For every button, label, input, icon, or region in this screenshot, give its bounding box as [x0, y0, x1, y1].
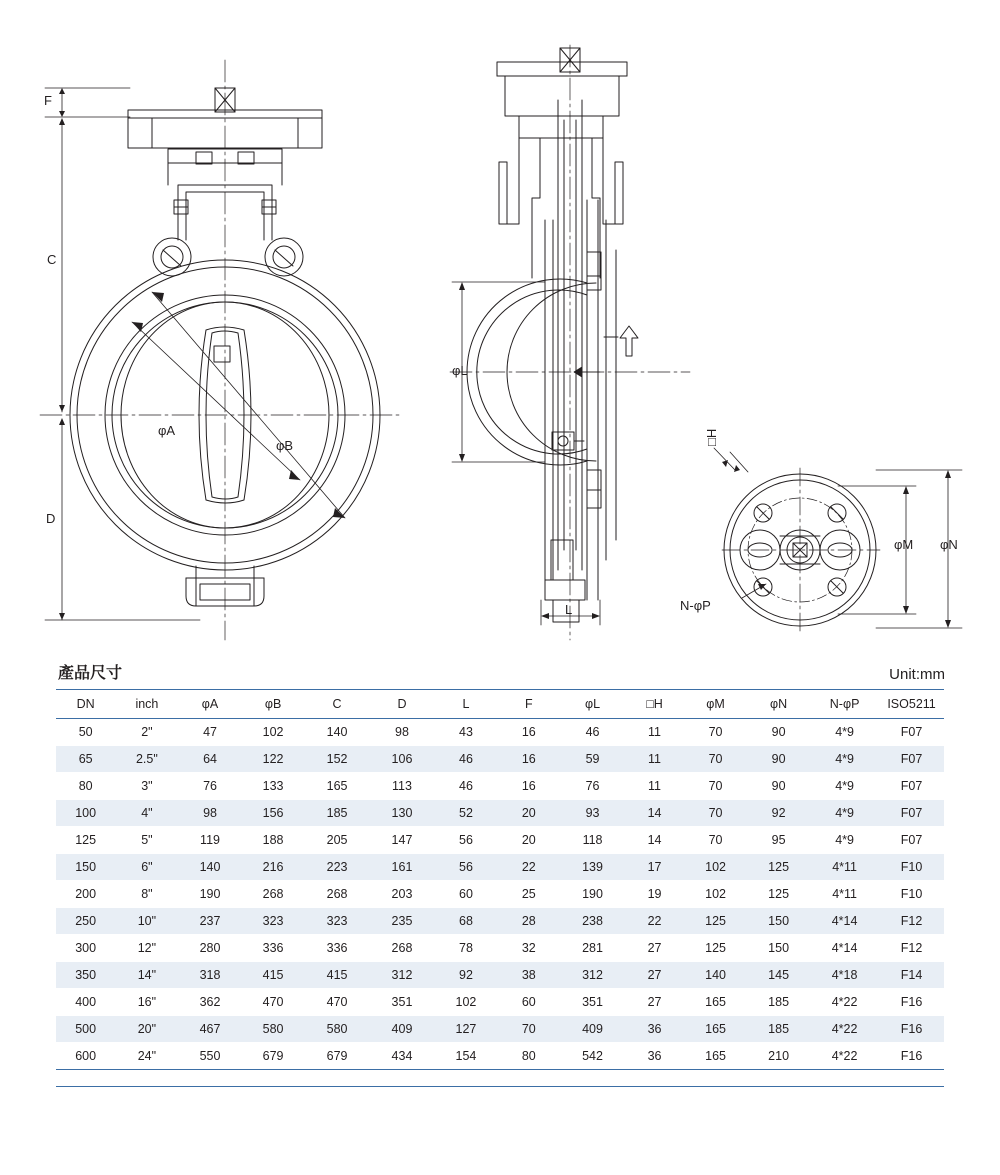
- table-cell: 154: [434, 1043, 497, 1070]
- table-column-header: □H: [625, 690, 684, 719]
- table-cell: 235: [370, 908, 435, 935]
- table-cell: 14: [625, 800, 684, 827]
- table-column-header: φM: [684, 690, 747, 719]
- table-row: [56, 989, 944, 1016]
- table-cell: 216: [242, 854, 305, 881]
- table-cell: 467: [179, 1016, 242, 1043]
- table-cell: 56: [434, 827, 497, 854]
- table-column-header: φL: [560, 690, 625, 719]
- table-cell: 50: [56, 719, 115, 746]
- table-cell: 70: [684, 800, 747, 827]
- table-row: [56, 1043, 944, 1070]
- table-cell: 70: [684, 827, 747, 854]
- dim-label-F: F: [44, 93, 52, 108]
- table-cell: 25: [497, 881, 560, 908]
- table-body: [56, 719, 944, 1070]
- table-cell: 3": [115, 773, 178, 800]
- table-cell: 336: [305, 935, 370, 962]
- table-cell: 580: [305, 1016, 370, 1043]
- table-cell: 76: [179, 773, 242, 800]
- dim-label-C: C: [47, 252, 57, 267]
- table-cell: F16: [879, 989, 944, 1016]
- table-column-header: φA: [179, 690, 242, 719]
- table-row: [56, 1016, 944, 1043]
- table-cell: 20: [497, 827, 560, 854]
- table-cell: 102: [434, 989, 497, 1016]
- dim-label-phiA: φA: [158, 423, 176, 438]
- table-cell: 679: [305, 1043, 370, 1070]
- dim-label-phiN: φN: [940, 537, 958, 552]
- table-cell: 165: [684, 1043, 747, 1070]
- table-cell: 92: [747, 800, 810, 827]
- dim-label-square-H: □H: [704, 428, 719, 446]
- table-cell: 102: [684, 854, 747, 881]
- table-row: [56, 773, 944, 800]
- table-cell: 16: [497, 719, 560, 746]
- table-cell: F12: [879, 935, 944, 962]
- table-cell: 4*22: [810, 1043, 879, 1070]
- table-cell: 22: [625, 908, 684, 935]
- table-cell: 46: [434, 746, 497, 773]
- table-cell: 43: [434, 719, 497, 746]
- table-cell: 28: [497, 908, 560, 935]
- table-cell: F07: [879, 773, 944, 800]
- table-cell: 80: [497, 1043, 560, 1070]
- table-cell: 98: [370, 719, 435, 746]
- table-cell: 11: [625, 719, 684, 746]
- table-cell: 6": [115, 854, 178, 881]
- table-cell: 200: [56, 881, 115, 908]
- table-cell: 4*9: [810, 719, 879, 746]
- table-row: [56, 908, 944, 935]
- table-cell: 127: [434, 1016, 497, 1043]
- table-cell: 20": [115, 1016, 178, 1043]
- table-cell: 24": [115, 1043, 178, 1070]
- table-cell: 223: [305, 854, 370, 881]
- table-cell: F07: [879, 746, 944, 773]
- table-cell: 600: [56, 1043, 115, 1070]
- table-cell: 95: [747, 827, 810, 854]
- table-cell: 268: [370, 935, 435, 962]
- table-cell: F12: [879, 908, 944, 935]
- table-cell: 2": [115, 719, 178, 746]
- table-cell: 400: [56, 989, 115, 1016]
- table-cell: 8": [115, 881, 178, 908]
- table-cell: 56: [434, 854, 497, 881]
- table-cell: 10": [115, 908, 178, 935]
- table-cell: 4*22: [810, 1016, 879, 1043]
- table-cell: 210: [747, 1043, 810, 1070]
- table-cell: 90: [747, 773, 810, 800]
- table-cell: 312: [560, 962, 625, 989]
- table-cell: 188: [242, 827, 305, 854]
- table-cell: 4*11: [810, 881, 879, 908]
- table-cell: 323: [242, 908, 305, 935]
- table-cell: 2.5": [115, 746, 178, 773]
- table-cell: 185: [305, 800, 370, 827]
- table-column-header: D: [370, 690, 435, 719]
- table-cell: F07: [879, 719, 944, 746]
- table-cell: 150: [747, 908, 810, 935]
- table-cell: 11: [625, 746, 684, 773]
- table-title: 產品尺寸: [58, 665, 123, 682]
- table-cell: 130: [370, 800, 435, 827]
- table-cell: 125: [684, 935, 747, 962]
- table-column-header: N-φP: [810, 690, 879, 719]
- table-cell: F10: [879, 854, 944, 881]
- table-cell: 19: [625, 881, 684, 908]
- table-cell: 4*18: [810, 962, 879, 989]
- table-head-row: [56, 690, 944, 719]
- table-cell: 27: [625, 962, 684, 989]
- table-cell: 470: [305, 989, 370, 1016]
- table-column-header: F: [497, 690, 560, 719]
- dim-label-phiL: φL: [452, 363, 468, 378]
- table-row: [56, 881, 944, 908]
- dim-label-D: D: [46, 511, 56, 526]
- table-header-row: [0, 660, 1000, 689]
- table-cell: 12": [115, 935, 178, 962]
- table-cell: 36: [625, 1043, 684, 1070]
- table-cell: F16: [879, 1043, 944, 1070]
- table-cell: 80: [56, 773, 115, 800]
- table-cell: 27: [625, 935, 684, 962]
- table-cell: F16: [879, 1016, 944, 1043]
- table-column-header: C: [305, 690, 370, 719]
- table-cell: 36: [625, 1016, 684, 1043]
- table-cell: 125: [684, 908, 747, 935]
- table-cell: 113: [370, 773, 435, 800]
- table-cell: F07: [879, 800, 944, 827]
- dim-label-N-phiP: N-φP: [680, 598, 711, 613]
- table-cell: 14": [115, 962, 178, 989]
- table-cell: 281: [560, 935, 625, 962]
- table-cell: 90: [747, 719, 810, 746]
- table-cell: 70: [684, 746, 747, 773]
- table-cell: 250: [56, 908, 115, 935]
- table-cell: 52: [434, 800, 497, 827]
- table-cell: 268: [305, 881, 370, 908]
- table-row: [56, 962, 944, 989]
- table-cell: 78: [434, 935, 497, 962]
- table-cell: 139: [560, 854, 625, 881]
- table-cell: 268: [242, 881, 305, 908]
- table-cell: 14: [625, 827, 684, 854]
- table-cell: 60: [434, 881, 497, 908]
- table-cell: 133: [242, 773, 305, 800]
- table-row: [56, 854, 944, 881]
- table-cell: 409: [370, 1016, 435, 1043]
- table-cell: 98: [179, 800, 242, 827]
- table-cell: 125: [747, 854, 810, 881]
- table-cell: 4*22: [810, 989, 879, 1016]
- dimensions-table-area: [0, 660, 1000, 1087]
- table-cell: 140: [305, 719, 370, 746]
- table-cell: 4*11: [810, 854, 879, 881]
- table-cell: 118: [560, 827, 625, 854]
- table-cell: 16: [497, 746, 560, 773]
- dimensions-table: [56, 689, 944, 1070]
- table-cell: 409: [560, 1016, 625, 1043]
- table-cell: 203: [370, 881, 435, 908]
- table-cell: 5": [115, 827, 178, 854]
- table-cell: 542: [560, 1043, 625, 1070]
- table-column-header: ISO5211: [879, 690, 944, 719]
- table-cell: 125: [747, 881, 810, 908]
- table-cell: 165: [684, 989, 747, 1016]
- table-cell: 70: [684, 719, 747, 746]
- table-cell: F10: [879, 881, 944, 908]
- table-cell: 190: [179, 881, 242, 908]
- table-cell: 100: [56, 800, 115, 827]
- table-cell: 470: [242, 989, 305, 1016]
- table-cell: 68: [434, 908, 497, 935]
- table-cell: 500: [56, 1016, 115, 1043]
- table-column-header: inch: [115, 690, 178, 719]
- table-cell: 165: [305, 773, 370, 800]
- table-cell: 4*9: [810, 773, 879, 800]
- table-cell: 415: [305, 962, 370, 989]
- table-cell: F07: [879, 827, 944, 854]
- table-cell: 165: [684, 1016, 747, 1043]
- table-cell: 351: [370, 989, 435, 1016]
- table-cell: 550: [179, 1043, 242, 1070]
- table-row: [56, 800, 944, 827]
- table-cell: 46: [434, 773, 497, 800]
- table-row: [56, 827, 944, 854]
- table-cell: 350: [56, 962, 115, 989]
- table-cell: 318: [179, 962, 242, 989]
- table-cell: 20: [497, 800, 560, 827]
- table-cell: 22: [497, 854, 560, 881]
- table-cell: 90: [747, 746, 810, 773]
- table-cell: 190: [560, 881, 625, 908]
- table-cell: 336: [242, 935, 305, 962]
- table-cell: 4*9: [810, 800, 879, 827]
- table-cell: 238: [560, 908, 625, 935]
- table-cell: 70: [684, 773, 747, 800]
- table-cell: 237: [179, 908, 242, 935]
- table-cell: 64: [179, 746, 242, 773]
- table-cell: 150: [56, 854, 115, 881]
- dim-label-L: L: [565, 602, 573, 617]
- table-cell: 70: [497, 1016, 560, 1043]
- table-cell: 38: [497, 962, 560, 989]
- table-cell: 46: [560, 719, 625, 746]
- table-cell: 119: [179, 827, 242, 854]
- table-cell: 4": [115, 800, 178, 827]
- table-cell: 93: [560, 800, 625, 827]
- table-cell: 150: [747, 935, 810, 962]
- table-cell: 92: [434, 962, 497, 989]
- table-cell: 47: [179, 719, 242, 746]
- table-cell: 312: [370, 962, 435, 989]
- table-cell: 140: [684, 962, 747, 989]
- table-column-header: L: [434, 690, 497, 719]
- table-cell: 147: [370, 827, 435, 854]
- table-cell: 156: [242, 800, 305, 827]
- table-cell: 185: [747, 989, 810, 1016]
- section-view: [450, 45, 690, 640]
- table-cell: 4*14: [810, 908, 879, 935]
- table-cell: 27: [625, 989, 684, 1016]
- table-cell: 16: [497, 773, 560, 800]
- table-cell: 65: [56, 746, 115, 773]
- table-cell: 102: [684, 881, 747, 908]
- table-cell: 102: [242, 719, 305, 746]
- table-cell: 4*9: [810, 827, 879, 854]
- table-cell: 362: [179, 989, 242, 1016]
- table-cell: 351: [560, 989, 625, 1016]
- dim-label-phiB: φB: [276, 438, 294, 453]
- table-bottom-rule: [56, 1086, 944, 1087]
- table-cell: F14: [879, 962, 944, 989]
- table-cell: 415: [242, 962, 305, 989]
- table-cell: 60: [497, 989, 560, 1016]
- table-cell: 76: [560, 773, 625, 800]
- table-cell: 16": [115, 989, 178, 1016]
- table-cell: 4*9: [810, 746, 879, 773]
- table-column-header: φN: [747, 690, 810, 719]
- table-cell: 185: [747, 1016, 810, 1043]
- table-cell: 145: [747, 962, 810, 989]
- table-row: [56, 746, 944, 773]
- table-cell: 125: [56, 827, 115, 854]
- table-cell: 323: [305, 908, 370, 935]
- table-cell: 205: [305, 827, 370, 854]
- dim-label-phiM: φM: [894, 537, 914, 552]
- table-cell: 59: [560, 746, 625, 773]
- table-cell: 280: [179, 935, 242, 962]
- top-flange-view: [714, 448, 962, 632]
- table-column-header: φB: [242, 690, 305, 719]
- table-cell: 122: [242, 746, 305, 773]
- table-cell: 4*14: [810, 935, 879, 962]
- table-row: [56, 719, 944, 746]
- table-cell: 434: [370, 1043, 435, 1070]
- table-cell: 152: [305, 746, 370, 773]
- table-cell: 17: [625, 854, 684, 881]
- table-cell: 161: [370, 854, 435, 881]
- table-cell: 32: [497, 935, 560, 962]
- front-view: [40, 60, 400, 640]
- table-cell: 300: [56, 935, 115, 962]
- table-row: [56, 935, 944, 962]
- table-cell: 679: [242, 1043, 305, 1070]
- table-cell: 106: [370, 746, 435, 773]
- table-column-header: DN: [56, 690, 115, 719]
- table-cell: 580: [242, 1016, 305, 1043]
- table-cell: 11: [625, 773, 684, 800]
- table-unit: Unit:mm: [889, 666, 945, 683]
- table-cell: 140: [179, 854, 242, 881]
